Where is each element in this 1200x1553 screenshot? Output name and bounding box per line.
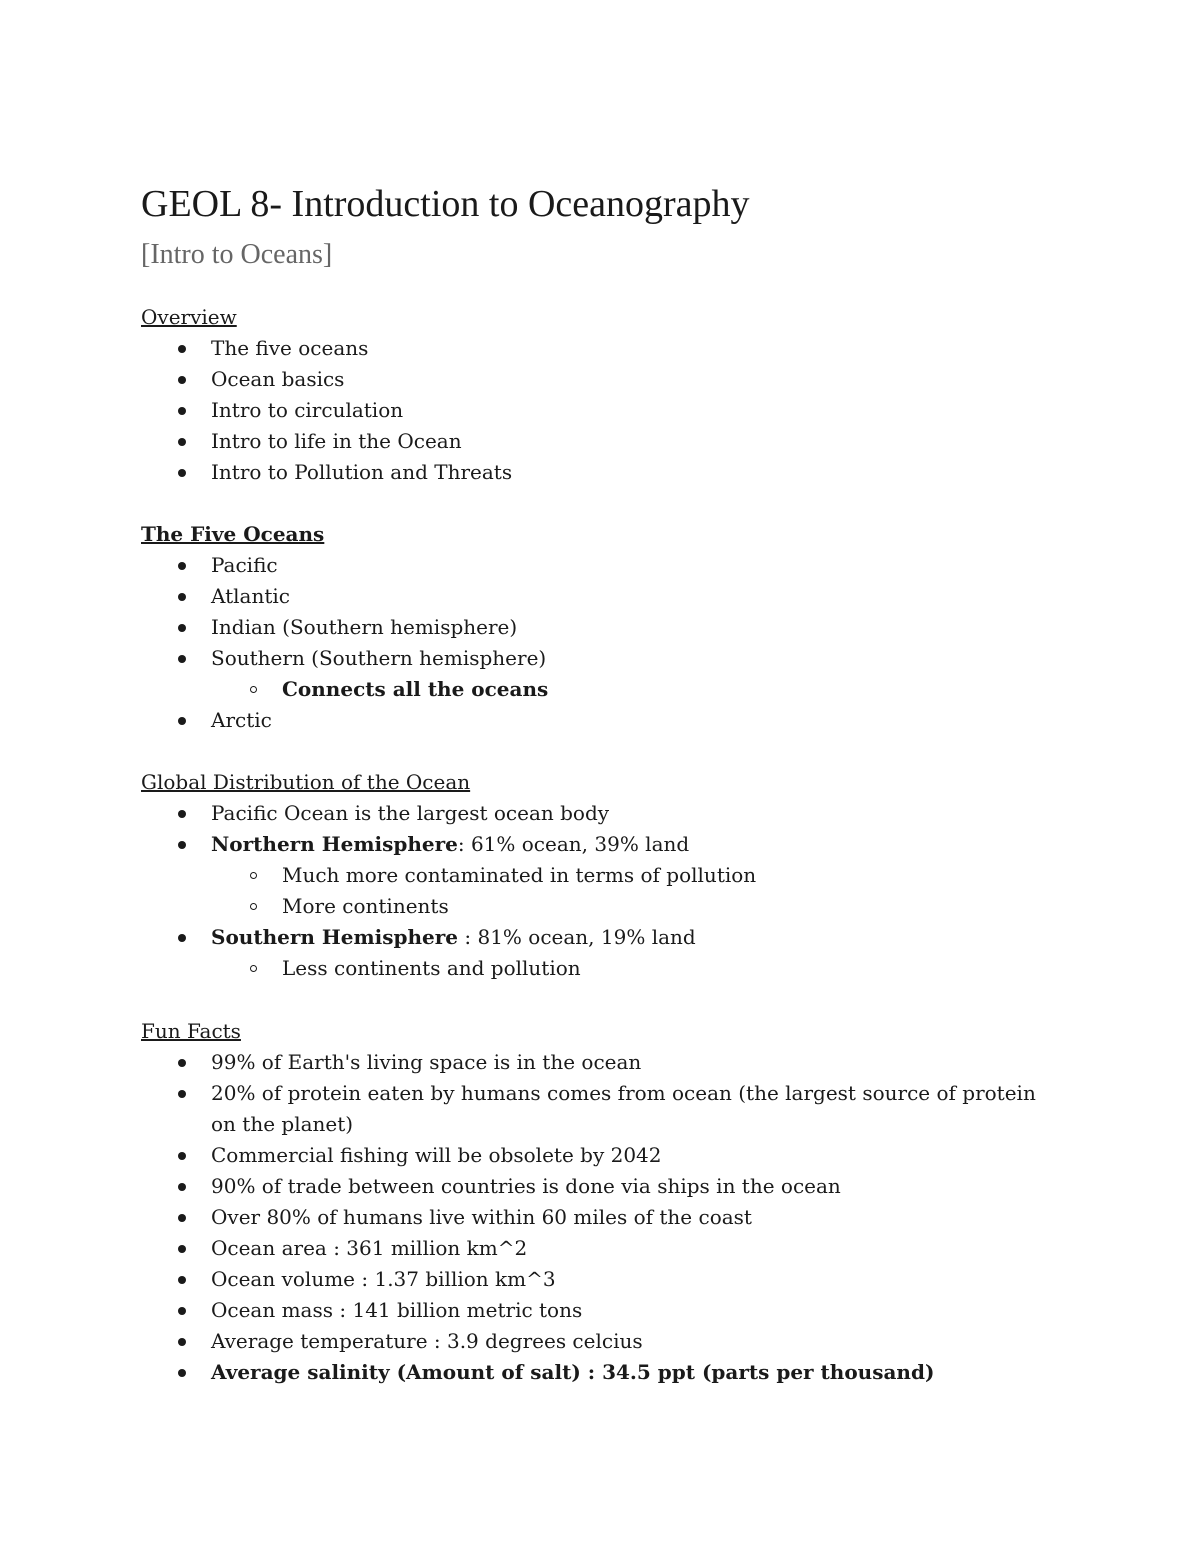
list-item: Pacific [141,550,1101,581]
list-item: Over 80% of humans live within 60 miles of the coast [141,1202,1101,1233]
list-item: Intro to circulation [141,395,1101,426]
list-item [141,829,1101,922]
list-item: Intro to Pollution and Threats [141,457,1101,488]
five-oceans-section [141,519,1101,736]
overview-list [141,333,1101,488]
list-item: 99% of Earth's living space is in the ocean [141,1047,1101,1078]
northern-hemisphere-value: : 61% ocean, 39% land [457,832,690,856]
southern-hemisphere-label: Southern Hemisphere [211,925,459,949]
list-item: 20% of protein eaten by humans comes from ocean (the largest source of protein on the planet) [141,1078,1101,1140]
list-item: Ocean volume : 1.37 billion km^3 [141,1264,1101,1295]
list-subitem: More continents [211,891,1101,922]
list-item: Average salinity (Amount of salt) : 34.5 ppt (parts per thousand) [141,1357,1101,1388]
list-item: Pacific Ocean is the largest ocean body [141,798,1101,829]
overview-heading: Overview [141,305,237,329]
list-subitem: Much more contaminated in terms of pollution [211,860,1101,891]
list-subitem: Less continents and pollution [211,953,1101,984]
list-item: The five oceans [141,333,1101,364]
northern-hemisphere-label: Northern Hemisphere [211,832,458,856]
global-distribution-heading: Global Distribution of the Ocean [141,770,471,794]
five-oceans-heading: The Five Oceans [141,522,325,546]
list-item: Commercial fishing will be obsolete by 2042 [141,1140,1101,1171]
northern-hemisphere-sublist [211,860,1101,922]
five-oceans-list [141,550,1101,736]
overview-section [141,302,1101,488]
list-item [141,643,1101,705]
list-item: 90% of trade between countries is done via ships in the ocean [141,1171,1101,1202]
list-item: Atlantic [141,581,1101,612]
southern-ocean-sublist [211,674,1101,705]
document-subtitle: [Intro to Oceans] [141,239,333,270]
list-item [141,922,1101,984]
document-title: GEOL 8- Introduction to Oceanography [141,183,750,225]
list-item: Ocean area : 361 million km^2 [141,1233,1101,1264]
southern-ocean-text: Southern (Southern hemisphere) [211,646,547,670]
list-item: Indian (Southern hemisphere) [141,612,1101,643]
list-item: Ocean mass : 141 billion metric tons [141,1295,1101,1326]
list-item: Arctic [141,705,1101,736]
global-distribution-list [141,798,1101,984]
global-distribution-section [141,767,1101,984]
fun-facts-section [141,1016,1101,1388]
fun-facts-list [141,1047,1101,1388]
list-item: Intro to life in the Ocean [141,426,1101,457]
southern-hemisphere-value: : 81% ocean, 19% land [458,925,696,949]
fun-facts-heading: Fun Facts [141,1019,241,1043]
list-item: Average temperature : 3.9 degrees celcius [141,1326,1101,1357]
southern-hemisphere-sublist [211,953,1101,984]
list-item: Ocean basics [141,364,1101,395]
list-subitem: Connects all the oceans [211,674,1101,705]
